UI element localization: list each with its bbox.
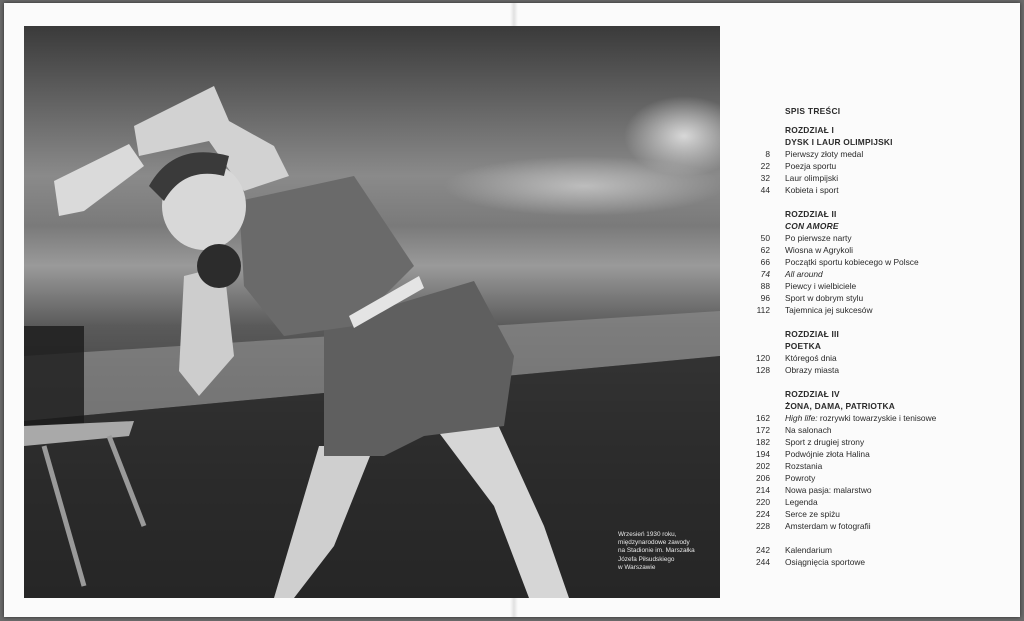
- toc-entry[interactable]: [740, 448, 1000, 460]
- page-number: 96: [760, 293, 770, 303]
- toc-entry[interactable]: [740, 256, 1000, 268]
- entry-title: Poezja sportu: [785, 161, 837, 171]
- page-number: 194: [756, 449, 770, 459]
- entry-title: Tajemnica jej sukcesów: [785, 305, 873, 315]
- toc-entry[interactable]: [740, 232, 1000, 244]
- toc-title: SPIS TREŚCI: [785, 106, 841, 116]
- caption-line: międzynarodowe zawody: [618, 539, 690, 547]
- chapter-heading: [785, 328, 839, 352]
- table-of-contents: [740, 3, 1000, 617]
- toc-entry[interactable]: [740, 184, 1000, 196]
- toc-entry[interactable]: [740, 304, 1000, 316]
- caption-line: Wrzesień 1930 roku,: [618, 531, 677, 538]
- entry-title: Kobieta i sport: [785, 185, 839, 195]
- caption-line: w Warszawie: [618, 563, 656, 571]
- photo-illustration: [24, 26, 720, 598]
- toc-entry[interactable]: [740, 160, 1000, 172]
- entry-title: Kalendarium: [785, 545, 833, 555]
- chapter-label: ROZDZIAŁ III: [785, 329, 840, 339]
- toc-entry[interactable]: [740, 520, 1000, 532]
- page-number: 8: [765, 149, 770, 159]
- page-number: 220: [756, 497, 770, 507]
- toc-entry[interactable]: [740, 484, 1000, 496]
- toc-entry[interactable]: [740, 292, 1000, 304]
- entry-title: Podwójnie złota Halina: [785, 449, 870, 459]
- page-number: 162: [756, 413, 770, 423]
- toc-entry[interactable]: [740, 460, 1000, 472]
- entry-title: Rozstania: [785, 461, 823, 471]
- entry-title: Pierwszy złoty medal: [785, 149, 864, 159]
- entry-title: Sport w dobrym stylu: [785, 293, 864, 303]
- entry-title-rest: rozrywki towarzyskie i tenisowe: [817, 413, 937, 423]
- page-number: 172: [756, 425, 770, 435]
- page-number: 44: [760, 185, 770, 195]
- entry-title: Legenda: [785, 497, 818, 507]
- toc-entry[interactable]: [740, 412, 1000, 424]
- page-number: 128: [756, 365, 770, 375]
- chapter-heading: [785, 124, 893, 148]
- chapter-label: ROZDZIAŁ II: [785, 209, 837, 219]
- toc-entry[interactable]: [740, 508, 1000, 520]
- chapter-name: CON AMORE: [785, 221, 839, 231]
- entry-title: Serce ze spiżu: [785, 509, 840, 519]
- chapter-label: ROZDZIAŁ IV: [785, 389, 840, 399]
- caption-line: Józefa Piłsudskiego: [618, 555, 675, 563]
- entry-title: Po pierwsze narty: [785, 233, 852, 243]
- toc-entry[interactable]: [740, 436, 1000, 448]
- toc-entry[interactable]: [740, 280, 1000, 292]
- entry-title: Wiosna w Agrykoli: [785, 245, 853, 255]
- page-number: 50: [760, 233, 770, 243]
- entry-title: Osiągnięcia sportowe: [785, 557, 866, 567]
- toc-entry[interactable]: [740, 364, 1000, 376]
- chapter-name: DYSK I LAUR OLIMPIJSKI: [785, 137, 893, 147]
- page-number: 242: [756, 545, 770, 555]
- book-spread: [4, 3, 1020, 617]
- page-number: 206: [756, 473, 770, 483]
- entry-title: Obrazy miasta: [785, 365, 839, 375]
- page-number: 32: [760, 173, 770, 183]
- entry-title: Początki sportu kobiecego w Polsce: [785, 257, 919, 267]
- toc-entry[interactable]: [740, 268, 1000, 280]
- page-number: 22: [760, 161, 770, 171]
- entry-title: Amsterdam w fotografii: [785, 521, 871, 531]
- entry-title: Laur olimpijski: [785, 173, 839, 183]
- chapter-name: ŻONA, DAMA, PATRIOTKA: [785, 401, 895, 411]
- toc-entry[interactable]: [740, 496, 1000, 508]
- entry-title: Powroty: [785, 473, 816, 483]
- entry-title: Piewcy i wielbiciele: [785, 281, 857, 291]
- page-number: 62: [760, 245, 770, 255]
- page-number: 112: [756, 305, 770, 315]
- page-number: 88: [760, 281, 770, 291]
- page-number: 224: [756, 509, 770, 519]
- toc-entry[interactable]: [740, 544, 1000, 556]
- page-number: 202: [756, 461, 770, 471]
- page-number: 120: [756, 353, 770, 363]
- toc-entry[interactable]: [740, 148, 1000, 160]
- toc-entry[interactable]: [740, 424, 1000, 436]
- page-number: 244: [756, 557, 770, 567]
- page-number: 228: [756, 521, 770, 531]
- entry-title: Nowa pasja: malarstwo: [785, 485, 872, 495]
- entry-title: Na salonach: [785, 425, 832, 435]
- toc-entry[interactable]: [740, 172, 1000, 184]
- page-number: 66: [760, 257, 770, 267]
- chapter-heading: [785, 388, 895, 412]
- photo-caption: [618, 531, 718, 572]
- entry-title: All around: [785, 269, 823, 279]
- toc-entry[interactable]: [740, 472, 1000, 484]
- toc-entry[interactable]: [740, 244, 1000, 256]
- entry-title: Sport z drugiej strony: [785, 437, 865, 447]
- entry-title: Któregoś dnia: [785, 353, 837, 363]
- caption-line: na Stadionie im. Marszałka: [618, 547, 695, 555]
- toc-entry[interactable]: [740, 556, 1000, 568]
- toc-entry[interactable]: [740, 352, 1000, 364]
- chapter-name: POETKA: [785, 341, 822, 351]
- entry-title-italic: High life:: [785, 413, 818, 423]
- page-number: 74: [760, 269, 770, 279]
- entry-title: [785, 412, 936, 424]
- page-number: 214: [756, 485, 770, 495]
- chapter-label: ROZDZIAŁ I: [785, 125, 834, 135]
- page-number: 182: [756, 437, 770, 447]
- athlete-photograph: [24, 26, 720, 598]
- chapter-heading: [785, 208, 839, 232]
